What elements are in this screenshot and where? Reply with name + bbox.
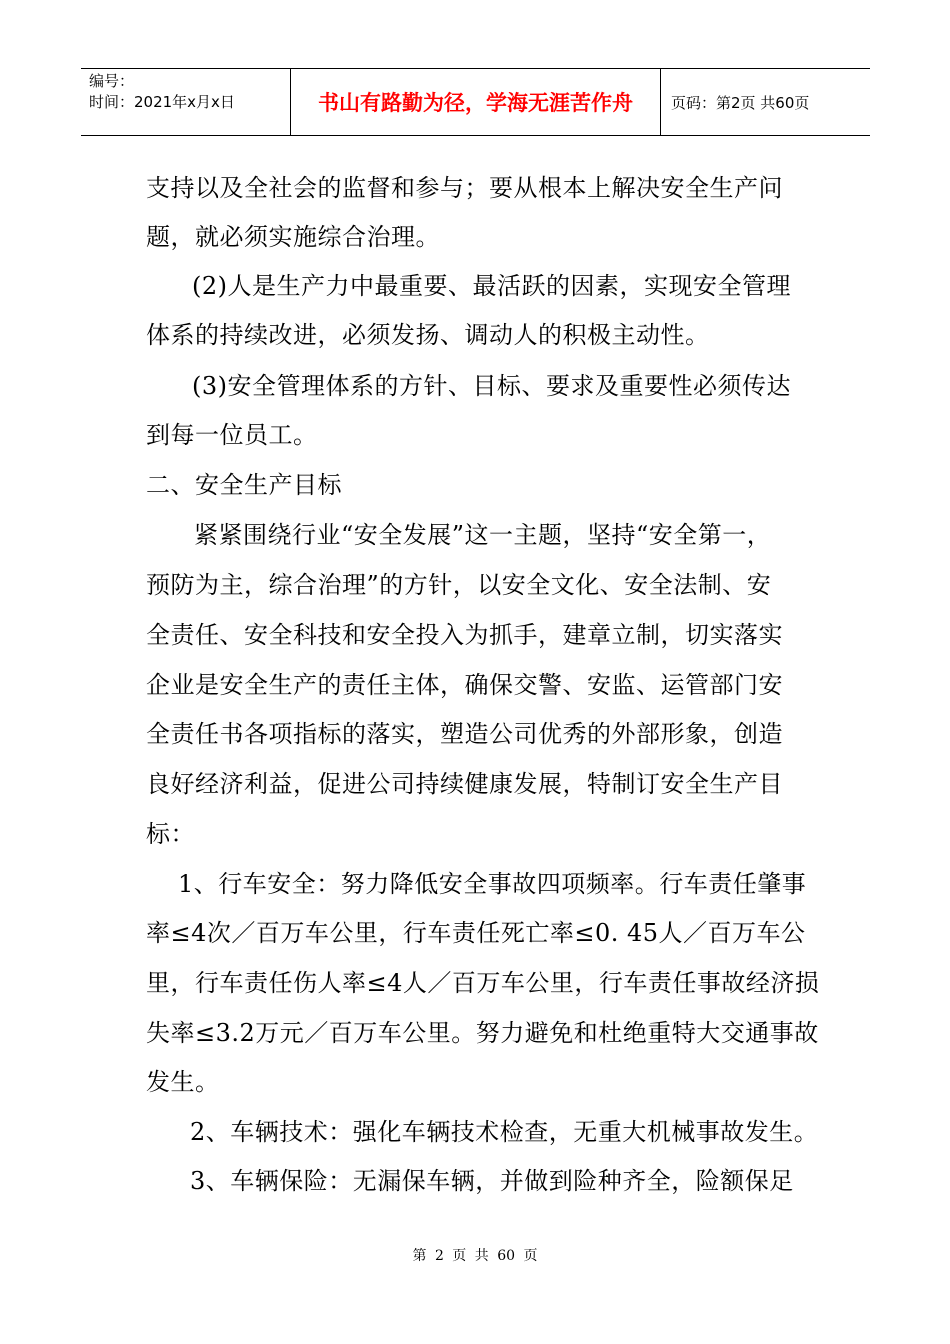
body-line: 支持以及全社会的监督和参与；要从根本上解决安全生产问 [146,174,783,202]
document-date: 时间：2021年x月x日 [89,93,235,111]
document-number-label: 编号： [89,72,135,90]
body-line: 1、行车安全：努力降低安全事故四项频率。行车责任肇事 [178,870,807,898]
header-page-info: 页码：第2页 共60页 [661,69,871,136]
body-line: 发生。 [146,1068,220,1096]
body-line: 紧紧围绕行业“安全发展”这一主题，坚持“安全第一， [194,521,772,549]
body-line: 失率≤3.2万元／百万车公里。努力避免和杜绝重特大交通事故 [146,1019,819,1047]
body-line: 题，就必须实施综合治理。 [146,223,440,251]
body-line: 里，行车责任伤人率≤4人／百万车公里，行车责任事故经济损 [146,969,820,997]
body-line: 预防为主，综合治理”的方针，以安全文化、安全法制、安 [146,571,772,599]
body-line: 到每一位员工。 [146,421,318,449]
body-line: 体系的持续改进，必须发扬、调动人的积极主动性。 [146,321,710,349]
header-meta [81,69,291,136]
body-line: 全责任、安全科技和安全投入为抓手，建章立制，切实落实 [146,621,783,649]
header-motto: 书山有路勤为径，学海无涯苦作舟 [291,69,661,136]
page-header [81,68,870,136]
body-line: 全责任书各项指标的落实，塑造公司优秀的外部形象，创造 [146,720,783,748]
body-line: 良好经济利益，促进公司持续健康发展，特制订安全生产目 [146,770,783,798]
body-line: (2)人是生产力中最重要、最活跃的因素，实现安全管理 [192,272,791,300]
body-line: 3、车辆保险：无漏保车辆，并做到险种齐全，险额保足 [190,1167,794,1195]
body-line: 2、车辆技术：强化车辆技术检查，无重大机械事故发生。 [190,1118,819,1146]
page-footer: 第 2 页 共 60 页 [412,1248,538,1264]
body-line: 企业是安全生产的责任主体，确保交警、安监、运管部门安 [146,671,783,699]
section-heading: 二、安全生产目标 [146,471,342,499]
body-line: (3)安全管理体系的方针、目标、要求及重要性必须传达 [192,372,791,400]
body-line: 率≤4次／百万车公里，行车责任死亡率≤0. 45人／百万车公 [146,919,806,947]
body-line: 标： [146,820,195,848]
